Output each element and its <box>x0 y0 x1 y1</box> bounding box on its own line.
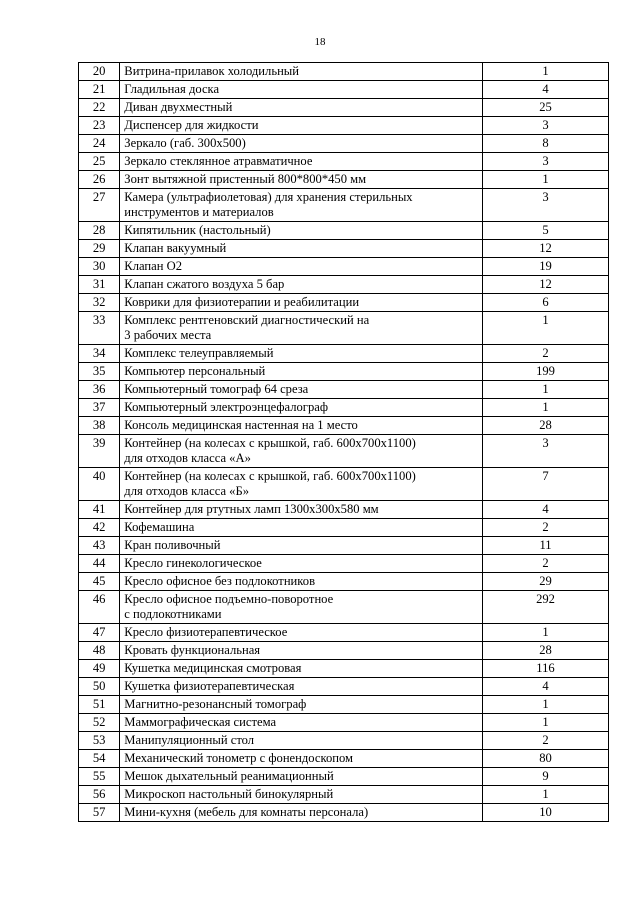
item-name-cell <box>120 624 483 642</box>
item-name: Витрина-прилавок холодильный <box>124 64 300 78</box>
item-quantity: 7 <box>542 469 549 483</box>
item-quantity: 3 <box>542 190 549 204</box>
item-name-cell <box>120 240 483 258</box>
item-name-cell <box>120 642 483 660</box>
item-name: Клапан сжатого воздуха 5 бар <box>124 277 285 291</box>
row-number: 42 <box>92 520 106 534</box>
item-name: Гладильная доска <box>124 82 220 96</box>
item-name-cell <box>120 519 483 537</box>
item-quantity-cell <box>483 696 609 714</box>
item-quantity: 1 <box>542 787 549 801</box>
item-quantity-cell <box>483 537 609 555</box>
item-quantity-cell <box>483 678 609 696</box>
item-quantity-cell <box>483 573 609 591</box>
item-quantity: 1 <box>542 697 549 711</box>
item-name: Маммографическая система <box>124 715 277 729</box>
row-number: 29 <box>92 241 106 255</box>
item-quantity-cell <box>483 294 609 312</box>
table-row <box>79 258 609 276</box>
row-number: 53 <box>92 733 106 747</box>
row-number: 48 <box>92 643 106 657</box>
item-name-cell <box>120 135 483 153</box>
item-name-cell <box>120 435 483 468</box>
item-name-cell <box>120 786 483 804</box>
item-name: Микроскоп настольный бинокулярный <box>124 787 334 801</box>
row-number: 37 <box>92 400 106 414</box>
table-row <box>79 63 609 81</box>
row-number-cell <box>79 294 120 312</box>
table-row <box>79 732 609 750</box>
item-quantity: 1 <box>542 715 549 729</box>
item-name: Кресло офисное подъемно-поворотное с подлокотниками <box>124 592 334 621</box>
row-number: 32 <box>92 295 106 309</box>
item-name-cell <box>120 399 483 417</box>
row-number-cell <box>79 381 120 399</box>
item-name-cell <box>120 171 483 189</box>
table-row <box>79 786 609 804</box>
item-quantity: 1 <box>542 400 549 414</box>
item-quantity-cell <box>483 240 609 258</box>
item-name-cell <box>120 276 483 294</box>
item-quantity-cell <box>483 381 609 399</box>
row-number: 39 <box>92 436 106 450</box>
item-quantity: 292 <box>536 592 555 606</box>
item-quantity: 2 <box>542 733 549 747</box>
item-name-cell <box>120 153 483 171</box>
item-quantity: 19 <box>539 259 552 273</box>
equipment-table-body <box>79 63 609 822</box>
item-quantity: 5 <box>542 223 549 237</box>
row-number: 38 <box>92 418 106 432</box>
item-quantity-cell <box>483 624 609 642</box>
item-name-cell <box>120 99 483 117</box>
table-row <box>79 768 609 786</box>
item-name: Контейнер (на колесах с крышкой, габ. 600х700х1100) для отходов класса «Б» <box>124 469 416 498</box>
item-quantity: 9 <box>542 769 549 783</box>
row-number: 21 <box>92 82 106 96</box>
item-name: Клапан О2 <box>124 259 183 273</box>
item-name-cell <box>120 258 483 276</box>
item-name-cell <box>120 117 483 135</box>
item-name-cell <box>120 63 483 81</box>
item-name: Кушетка физиотерапевтическая <box>124 679 295 693</box>
row-number-cell <box>79 240 120 258</box>
item-name-cell <box>120 312 483 345</box>
item-name: Кровать функциональная <box>124 643 261 657</box>
item-name: Зонт вытяжной пристенный 800*800*450 мм <box>124 172 367 186</box>
row-number: 34 <box>92 346 106 360</box>
item-quantity-cell <box>483 345 609 363</box>
item-quantity-cell <box>483 63 609 81</box>
table-row <box>79 312 609 345</box>
item-quantity: 28 <box>539 418 552 432</box>
row-number-cell <box>79 399 120 417</box>
item-name: Кофемашина <box>124 520 195 534</box>
row-number: 25 <box>92 154 106 168</box>
table-row <box>79 135 609 153</box>
item-name-cell <box>120 678 483 696</box>
row-number: 44 <box>92 556 106 570</box>
item-name: Контейнер для ртутных ламп 1300х300х580 мм <box>124 502 379 516</box>
table-row <box>79 501 609 519</box>
table-row <box>79 222 609 240</box>
item-name-cell <box>120 714 483 732</box>
item-quantity-cell <box>483 222 609 240</box>
row-number: 33 <box>92 313 106 327</box>
row-number: 41 <box>92 502 106 516</box>
item-name-cell <box>120 468 483 501</box>
item-name-cell <box>120 81 483 99</box>
item-name: Кран поливочный <box>124 538 221 552</box>
row-number: 40 <box>92 469 106 483</box>
item-quantity: 2 <box>542 520 549 534</box>
row-number: 56 <box>92 787 106 801</box>
item-quantity: 4 <box>542 82 549 96</box>
table-row <box>79 171 609 189</box>
item-quantity-cell <box>483 117 609 135</box>
row-number-cell <box>79 312 120 345</box>
item-name-cell <box>120 804 483 822</box>
item-quantity-cell <box>483 660 609 678</box>
table-row <box>79 189 609 222</box>
table-row <box>79 591 609 624</box>
row-number: 24 <box>92 136 106 150</box>
row-number: 28 <box>92 223 106 237</box>
table-row <box>79 660 609 678</box>
item-quantity: 4 <box>542 679 549 693</box>
row-number: 20 <box>92 64 106 78</box>
item-quantity: 6 <box>542 295 549 309</box>
page-number: 18 <box>314 36 326 48</box>
item-quantity: 80 <box>539 751 552 765</box>
item-quantity: 12 <box>539 241 552 255</box>
item-quantity: 116 <box>536 661 555 675</box>
item-name-cell <box>120 768 483 786</box>
item-quantity-cell <box>483 591 609 624</box>
row-number-cell <box>79 624 120 642</box>
item-name: Кресло гинекологическое <box>124 556 262 570</box>
item-quantity-cell <box>483 81 609 99</box>
row-number: 27 <box>92 190 106 204</box>
item-quantity-cell <box>483 99 609 117</box>
item-name: Магнитно-резонансный томограф <box>124 697 307 711</box>
item-quantity-cell <box>483 714 609 732</box>
row-number-cell <box>79 501 120 519</box>
row-number: 23 <box>92 118 106 132</box>
item-name-cell <box>120 573 483 591</box>
item-name: Комплекс телеуправляемый <box>124 346 274 360</box>
row-number: 55 <box>92 769 106 783</box>
row-number: 52 <box>92 715 106 729</box>
row-number-cell <box>79 468 120 501</box>
item-quantity-cell <box>483 189 609 222</box>
item-quantity-cell <box>483 435 609 468</box>
item-quantity-cell <box>483 750 609 768</box>
item-quantity: 4 <box>542 502 549 516</box>
row-number-cell <box>79 519 120 537</box>
item-name-cell <box>120 591 483 624</box>
table-row <box>79 99 609 117</box>
table-row <box>79 804 609 822</box>
item-name: Кресло офисное без подлокотников <box>124 574 316 588</box>
table-row <box>79 642 609 660</box>
item-name-cell <box>120 732 483 750</box>
item-name: Компьютерный томограф 64 среза <box>124 382 309 396</box>
row-number: 30 <box>92 259 106 273</box>
row-number-cell <box>79 417 120 435</box>
row-number: 49 <box>92 661 106 675</box>
row-number: 36 <box>92 382 106 396</box>
item-name: Консоль медицинская настенная на 1 место <box>124 418 358 432</box>
item-quantity: 29 <box>539 574 552 588</box>
item-name-cell <box>120 555 483 573</box>
item-quantity: 28 <box>539 643 552 657</box>
item-quantity: 199 <box>536 364 555 378</box>
item-quantity: 1 <box>542 172 549 186</box>
row-number: 50 <box>92 679 106 693</box>
item-quantity-cell <box>483 555 609 573</box>
item-quantity: 3 <box>542 154 549 168</box>
row-number: 51 <box>92 697 106 711</box>
item-quantity: 8 <box>542 136 549 150</box>
table-row <box>79 363 609 381</box>
item-name-cell <box>120 750 483 768</box>
table-row <box>79 750 609 768</box>
item-name-cell <box>120 363 483 381</box>
item-name: Кресло физиотерапевтическое <box>124 625 288 639</box>
item-quantity: 12 <box>539 277 552 291</box>
table-row <box>79 624 609 642</box>
item-quantity-cell <box>483 399 609 417</box>
item-quantity-cell <box>483 468 609 501</box>
table-row <box>79 417 609 435</box>
item-quantity: 11 <box>539 538 552 552</box>
item-quantity-cell <box>483 276 609 294</box>
item-name: Контейнер (на колесах с крышкой, габ. 600х700х1100) для отходов класса «А» <box>124 436 416 465</box>
item-quantity-cell <box>483 312 609 345</box>
item-quantity-cell <box>483 363 609 381</box>
row-number-cell <box>79 750 120 768</box>
table-row <box>79 345 609 363</box>
item-quantity: 1 <box>542 313 549 327</box>
row-number-cell <box>79 363 120 381</box>
table-row <box>79 696 609 714</box>
row-number-cell <box>79 555 120 573</box>
item-name: Комплекс рентгеновский диагностический на 3 рабочих места <box>124 313 370 342</box>
equipment-table <box>78 62 609 822</box>
row-number: 47 <box>92 625 106 639</box>
item-name-cell <box>120 417 483 435</box>
item-name: Мини-кухня (мебель для комнаты персонала) <box>124 805 369 819</box>
row-number-cell <box>79 135 120 153</box>
item-name: Кипятильник (настольный) <box>124 223 271 237</box>
table-row <box>79 381 609 399</box>
table-row <box>79 468 609 501</box>
item-quantity-cell <box>483 786 609 804</box>
item-quantity-cell <box>483 135 609 153</box>
row-number: 57 <box>92 805 106 819</box>
row-number-cell <box>79 678 120 696</box>
item-name-cell <box>120 660 483 678</box>
item-quantity: 10 <box>539 805 552 819</box>
item-name: Кушетка медицинская смотровая <box>124 661 302 675</box>
row-number-cell <box>79 660 120 678</box>
row-number-cell <box>79 276 120 294</box>
item-name: Клапан вакуумный <box>124 241 227 255</box>
table-row <box>79 153 609 171</box>
item-quantity-cell <box>483 258 609 276</box>
table-row <box>79 276 609 294</box>
item-quantity: 3 <box>542 118 549 132</box>
row-number-cell <box>79 714 120 732</box>
item-quantity-cell <box>483 804 609 822</box>
item-name: Диван двухместный <box>124 100 233 114</box>
row-number: 43 <box>92 538 106 552</box>
row-number: 22 <box>92 100 106 114</box>
item-quantity: 1 <box>542 625 549 639</box>
item-quantity: 1 <box>542 64 549 78</box>
item-quantity-cell <box>483 171 609 189</box>
table-row <box>79 240 609 258</box>
item-name-cell <box>120 294 483 312</box>
row-number: 45 <box>92 574 106 588</box>
item-name-cell <box>120 189 483 222</box>
table-row <box>79 678 609 696</box>
row-number-cell <box>79 345 120 363</box>
item-name-cell <box>120 537 483 555</box>
row-number-cell <box>79 189 120 222</box>
item-quantity: 3 <box>542 436 549 450</box>
item-name: Мешок дыхательный реанимационный <box>124 769 334 783</box>
row-number-cell <box>79 786 120 804</box>
item-name-cell <box>120 696 483 714</box>
item-name: Зеркало (габ. 300х500) <box>124 136 246 150</box>
item-name-cell <box>120 501 483 519</box>
table-row <box>79 519 609 537</box>
item-quantity: 2 <box>542 346 549 360</box>
table-row <box>79 537 609 555</box>
row-number-cell <box>79 768 120 786</box>
table-row <box>79 117 609 135</box>
row-number-cell <box>79 696 120 714</box>
row-number-cell <box>79 435 120 468</box>
row-number: 46 <box>92 592 106 606</box>
item-name: Компьютерный электроэнцефалограф <box>124 400 328 414</box>
item-name: Диспенсер для жидкости <box>124 118 259 132</box>
table-row <box>79 435 609 468</box>
item-quantity-cell <box>483 417 609 435</box>
item-name: Камера (ультрафиолетовая) для хранения стерильных инструментов и материалов <box>124 190 413 219</box>
table-row <box>79 714 609 732</box>
row-number: 31 <box>92 277 106 291</box>
item-name-cell <box>120 381 483 399</box>
row-number-cell <box>79 81 120 99</box>
table-row <box>79 399 609 417</box>
row-number-cell <box>79 117 120 135</box>
item-name-cell <box>120 345 483 363</box>
item-name: Манипуляционный стол <box>124 733 255 747</box>
row-number-cell <box>79 258 120 276</box>
item-quantity-cell <box>483 732 609 750</box>
row-number-cell <box>79 153 120 171</box>
item-quantity: 2 <box>542 556 549 570</box>
row-number-cell <box>79 642 120 660</box>
row-number-cell <box>79 804 120 822</box>
item-name: Коврики для физиотерапии и реабилитации <box>124 295 360 309</box>
table-row <box>79 294 609 312</box>
row-number: 26 <box>92 172 106 186</box>
row-number-cell <box>79 99 120 117</box>
row-number: 54 <box>92 751 106 765</box>
item-quantity-cell <box>483 519 609 537</box>
table-row <box>79 81 609 99</box>
item-name-cell <box>120 222 483 240</box>
item-quantity-cell <box>483 501 609 519</box>
item-quantity: 25 <box>539 100 552 114</box>
row-number: 35 <box>92 364 106 378</box>
item-quantity: 1 <box>542 382 549 396</box>
table-row <box>79 555 609 573</box>
row-number-cell <box>79 573 120 591</box>
item-name: Зеркало стеклянное атравматичное <box>124 154 313 168</box>
item-quantity-cell <box>483 153 609 171</box>
item-name: Компьютер персональный <box>124 364 266 378</box>
item-quantity-cell <box>483 642 609 660</box>
item-quantity-cell <box>483 768 609 786</box>
row-number-cell <box>79 537 120 555</box>
row-number-cell <box>79 171 120 189</box>
row-number-cell <box>79 63 120 81</box>
row-number-cell <box>79 732 120 750</box>
row-number-cell <box>79 591 120 624</box>
item-name: Механический тонометр с фонендоскопом <box>124 751 354 765</box>
table-row <box>79 573 609 591</box>
row-number-cell <box>79 222 120 240</box>
